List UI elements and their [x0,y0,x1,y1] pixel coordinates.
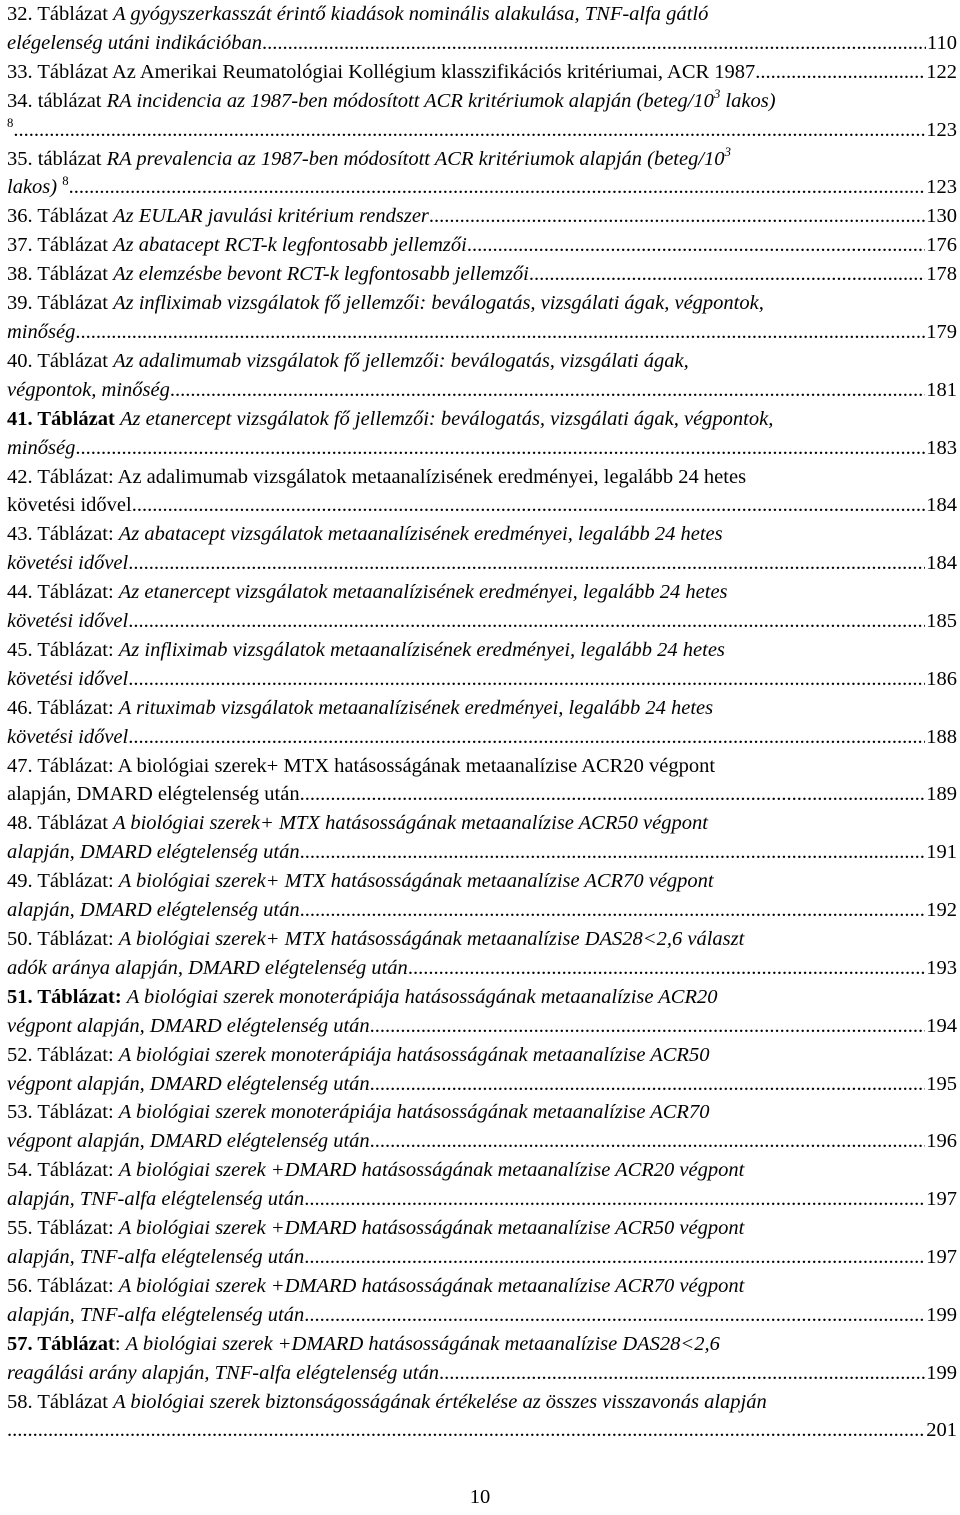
entry-label: táblázat [32,147,107,170]
entry-title-continued: követési idővel [7,494,132,517]
dot-leader [370,1012,926,1041]
entry-label: Táblázat: [32,581,119,604]
entry-label: Táblázat [32,263,114,286]
dot-leader [304,1185,925,1214]
entry-page: 192 [926,899,957,922]
entry-title: RA incidencia az 1987-ben módosított ACR kritériumok alapján (beteg/10 [106,89,714,112]
dot-leader [170,376,925,405]
entry-label: Táblázat [32,60,112,83]
entry-title: Az adalimumab vizsgálatok fő jellemzői: beválogatás, vizsgálati ágak, [113,349,689,372]
toc-entry-35[interactable] [7,145,957,203]
entry-number: 54. [7,1159,33,1182]
toc-entry-43[interactable] [7,520,957,578]
entry-title-continued: lakos) [7,176,58,199]
entry-page: 181 [926,378,957,401]
toc-entry-47[interactable] [7,752,957,810]
entry-number: 52. [7,1043,33,1066]
entry-label: Táblázat [32,1332,115,1355]
dot-leader [755,58,925,87]
toc-entry-48[interactable] [7,809,957,867]
entry-label: Táblázat [32,205,114,228]
toc-entry-37[interactable] [7,231,957,260]
dot-leader [529,260,925,289]
toc-entry-54[interactable] [7,1156,957,1214]
toc-entry-34[interactable] [7,87,957,145]
entry-number: 45. [7,638,33,661]
entry-title: A biológiai szerek +DMARD hatásosságának metaanalízise ACR20 végpont [118,1159,745,1182]
entry-title: Az infliximab vizsgálatok fő jellemzői: beválogatás, vizsgálati ágak, végpontok, [113,292,764,315]
entry-page: 184 [926,494,957,517]
entry-page: 199 [926,1361,957,1384]
dot-leader [75,434,925,463]
entry-title-continued: alapján, TNF-alfa elégtelenség után [7,1188,305,1211]
entry-label: Táblázat: [32,1159,119,1182]
entry-title: Az EULAR javulási kritérium rendszer [113,205,429,228]
entry-page: 185 [926,610,957,633]
entry-title: A biológiai szerek+ MTX hatásosságának metaanalízise ACR20 végpont [117,754,716,777]
entry-number: 41. [7,407,33,430]
entry-number: 44. [7,581,33,604]
entry-number: 34. [7,89,33,112]
entry-title-continued: alapján, TNF-alfa elégtelenség után [7,1303,305,1326]
dot-leader [69,173,926,202]
dot-leader [370,1127,926,1156]
entry-number: 35. [7,147,33,170]
toc-entry-52[interactable] [7,1041,957,1099]
dot-leader [128,607,925,636]
toc-entry-55[interactable] [7,1214,957,1272]
toc-entry-40[interactable] [7,347,957,405]
entry-page: 194 [926,1014,957,1037]
entry-title: A biológiai szerek +DMARD hatásosságának metaanalízise ACR70 végpont [118,1274,745,1297]
toc-entry-57[interactable] [7,1330,957,1388]
entry-label: Táblázat [32,292,114,315]
entry-page: 123 [926,176,957,199]
entry-title: A biológiai szerek+ MTX hatásosságának metaanalízise DAS28<2,6 választ [118,928,745,950]
entry-title: Az etanercept vizsgálatok fő jellemzői: beválogatás, vizsgálati ágak, végpontok, [119,407,774,430]
dot-leader [300,838,926,867]
entry-page: 196 [926,1130,957,1153]
entry-title: A biológiai szerek+ MTX hatásosságának metaanalízise ACR70 végpont [118,870,714,893]
entry-page: 191 [926,841,957,864]
entry-title: A rituximab vizsgálatok metaanalízisének eredményei, legalább 24 hetes [118,696,714,719]
entry-label: Táblázat [32,349,114,372]
entry-colon: : [114,1332,126,1355]
entry-title-continued: követési idővel [7,552,129,575]
dot-leader [304,1301,925,1330]
entry-superscript: 3 [724,144,731,159]
entry-label: Táblázat [32,812,114,835]
entry-title: A biológiai szerek+ MTX hatásosságának metaanalízise ACR50 végpont [113,812,708,835]
entry-number: 47. [7,754,33,777]
entry-label: Táblázat: [32,1043,119,1066]
toc-entry-46[interactable] [7,694,957,752]
entry-title-continued: végpont alapján, DMARD elégtelenség után [7,1072,370,1095]
entry-title: A biológiai szerek monoterápiája hatásosságának metaanalízise ACR20 [126,985,718,1008]
entry-title-continued: alapján, DMARD elégtelenség után [7,899,300,922]
dot-leader [408,954,925,983]
entry-title-continued: végpontok, minőség [7,378,170,401]
entry-page: 197 [926,1245,957,1268]
entry-number: 39. [7,292,33,315]
toc-entry-56[interactable] [7,1272,957,1330]
entry-title: Az etanercept vizsgálatok metaanalízisének eredményei, legalább 24 hetes [118,581,728,604]
toc-entry-42[interactable] [7,463,957,521]
entry-number: 43. [7,523,33,546]
entry-title: RA prevalencia az 1987-ben módosított ACR kritériumok alapján (beteg/10 [106,147,725,170]
dot-leader [439,1359,925,1388]
entry-page: 184 [926,552,957,575]
toc-entry-32[interactable] [7,0,957,58]
entry-title: Az Amerikai Reumatológiai Kollégium klasszifikációs kritériumai, ACR 1987 [111,60,756,83]
entry-title: Az infliximab vizsgálatok metaanalízisének eredményei, legalább 24 hetes [118,638,725,661]
entry-number: 57. [7,1332,33,1355]
entry-title-continued: adók aránya alapján, DMARD elégtelenség után [7,956,408,979]
entry-page: 193 [926,956,957,979]
entry-title: A biológiai szerek +DMARD hatásosságának metaanalízise DAS28<2,6 [125,1332,720,1355]
entry-page: 130 [926,205,957,228]
entry-number: 48. [7,812,33,835]
entry-label: Táblázat [32,407,120,430]
entry-number: 32. [7,3,33,25]
entry-page: 186 [926,667,957,690]
dot-leader [128,549,925,578]
entry-label: táblázat [32,89,107,112]
toc-entry-41[interactable] [7,405,957,463]
dot-leader [429,202,925,231]
entry-number: 36. [7,205,33,228]
entry-page: 179 [926,320,957,343]
entry-title-continued: követési idővel [7,725,129,748]
dot-leader [370,1070,926,1099]
entry-title: A biológiai szerek monoterápiája hatásosságának metaanalízise ACR70 [118,1101,710,1124]
entry-label: Táblázat: [32,638,119,661]
toc-entry-51[interactable] [7,983,957,1041]
entry-number: 38. [7,263,33,286]
entry-title-continued: minőség [7,436,76,459]
toc-entry-36[interactable] [7,202,957,231]
entry-title: A biológiai szerek biztonságosságának értékelése az összes visszavonás alapján [113,1390,767,1413]
toc-entry-39[interactable] [7,289,957,347]
entry-number: 55. [7,1217,33,1240]
list-of-tables [7,0,957,1445]
entry-page: 178 [926,263,957,286]
entry-number: 37. [7,234,33,257]
entry-title: A gyógyszerkasszát érintő kiadások nominális alakulása, TNF-alfa gátló [113,3,709,25]
entry-number: 46. [7,696,33,719]
page-number: 10 [469,1486,491,1508]
entry-label: Táblázat: [32,1274,119,1297]
entry-label: Táblázat [32,3,114,25]
dot-leader [300,896,926,925]
entry-label: Táblázat: [32,696,119,719]
entry-title-continued: végpont alapján, DMARD elégtelenség után [7,1130,370,1153]
entry-title: A biológiai szerek +DMARD hatásosságának metaanalízise ACR50 végpont [118,1217,745,1240]
entry-number: 40. [7,349,33,372]
entry-page: 183 [926,436,957,459]
entry-title: A biológiai szerek monoterápiája hatásosságának metaanalízise ACR50 [118,1043,710,1066]
entry-page: 195 [926,1072,957,1095]
entry-title-continued: követési idővel [7,610,129,633]
entry-title-continued: minőség [7,320,76,343]
entry-page: 189 [926,783,957,806]
entry-page: 110 [927,31,957,54]
entry-number: 42. [7,465,33,488]
entry-title-continued: végpont alapján, DMARD elégtelenség után [7,1014,370,1037]
entry-label: Táblázat: [32,928,119,950]
entry-title-continued: alapján, DMARD elégtelenség után [7,841,300,864]
entry-superscript: 3 [713,86,721,101]
entry-number: 50. [7,928,33,950]
entry-number: 49. [7,870,33,893]
entry-title: Az abatacept vizsgálatok metaanalízisének eredményei, legalább 24 hetes [118,523,723,546]
entry-title-continued: alapján, TNF-alfa elégtelenség után [7,1245,305,1268]
dot-leader [304,1243,925,1272]
entry-title: Az adalimumab vizsgálatok metaanalízisének eredményei, legalább 24 hetes [117,465,747,488]
entry-number: 53. [7,1101,33,1124]
entry-number: 33. [7,60,33,83]
toc-entry-50[interactable] [7,925,957,983]
entry-label: Táblázat: [32,870,119,893]
entry-number: 51. [7,985,33,1008]
dot-leader [7,1416,925,1445]
entry-title-tail: lakos) [720,89,776,112]
entry-page: 188 [926,725,957,748]
entry-title-continued: elégelenség utáni indikációban [7,31,263,54]
toc-entry-45[interactable] [7,636,957,694]
entry-title-continued: követési idővel [7,667,129,690]
entry-title: Az elemzésbe bevont RCT-k legfontosabb jellemzői [113,263,529,286]
entry-label: Táblázat: [32,1217,119,1240]
entry-label: Táblázat: [32,465,118,488]
entry-number: 56. [7,1274,33,1297]
entry-page: 197 [926,1188,957,1211]
entry-label: Táblázat [32,234,114,257]
toc-entry-49[interactable] [7,867,957,925]
entry-label: Táblázat: [32,754,118,777]
toc-entry-53[interactable] [7,1098,957,1156]
entry-page: 201 [926,1419,957,1442]
entry-label: Táblázat: [32,523,119,546]
toc-entry-58[interactable] [7,1388,957,1446]
dot-leader [132,491,926,520]
entry-reference: 8 [62,173,69,188]
entry-page: 122 [926,60,957,83]
entry-title: Az abatacept RCT-k legfontosabb jellemzői [113,234,467,257]
toc-entry-33[interactable] [7,58,957,87]
entry-reference: 8 [7,115,14,130]
dot-leader [128,723,925,752]
entry-page: 176 [926,234,957,257]
entry-label: Táblázat [32,1390,114,1413]
toc-entry-38[interactable] [7,260,957,289]
dot-leader [300,780,926,809]
toc-entry-44[interactable] [7,578,957,636]
entry-label: Táblázat: [32,985,127,1008]
dot-leader [13,116,925,145]
dot-leader [75,318,925,347]
dot-leader [262,29,926,58]
entry-page: 199 [926,1303,957,1326]
dot-leader [467,231,925,260]
entry-title-continued: alapján, DMARD elégtelenség után [7,783,300,806]
entry-page: 123 [926,118,957,141]
entry-label: Táblázat: [32,1101,119,1124]
entry-title-continued: reagálási arány alapján, TNF-alfa elégtelenség után [7,1361,439,1384]
dot-leader [128,665,925,694]
entry-number: 58. [7,1390,33,1413]
